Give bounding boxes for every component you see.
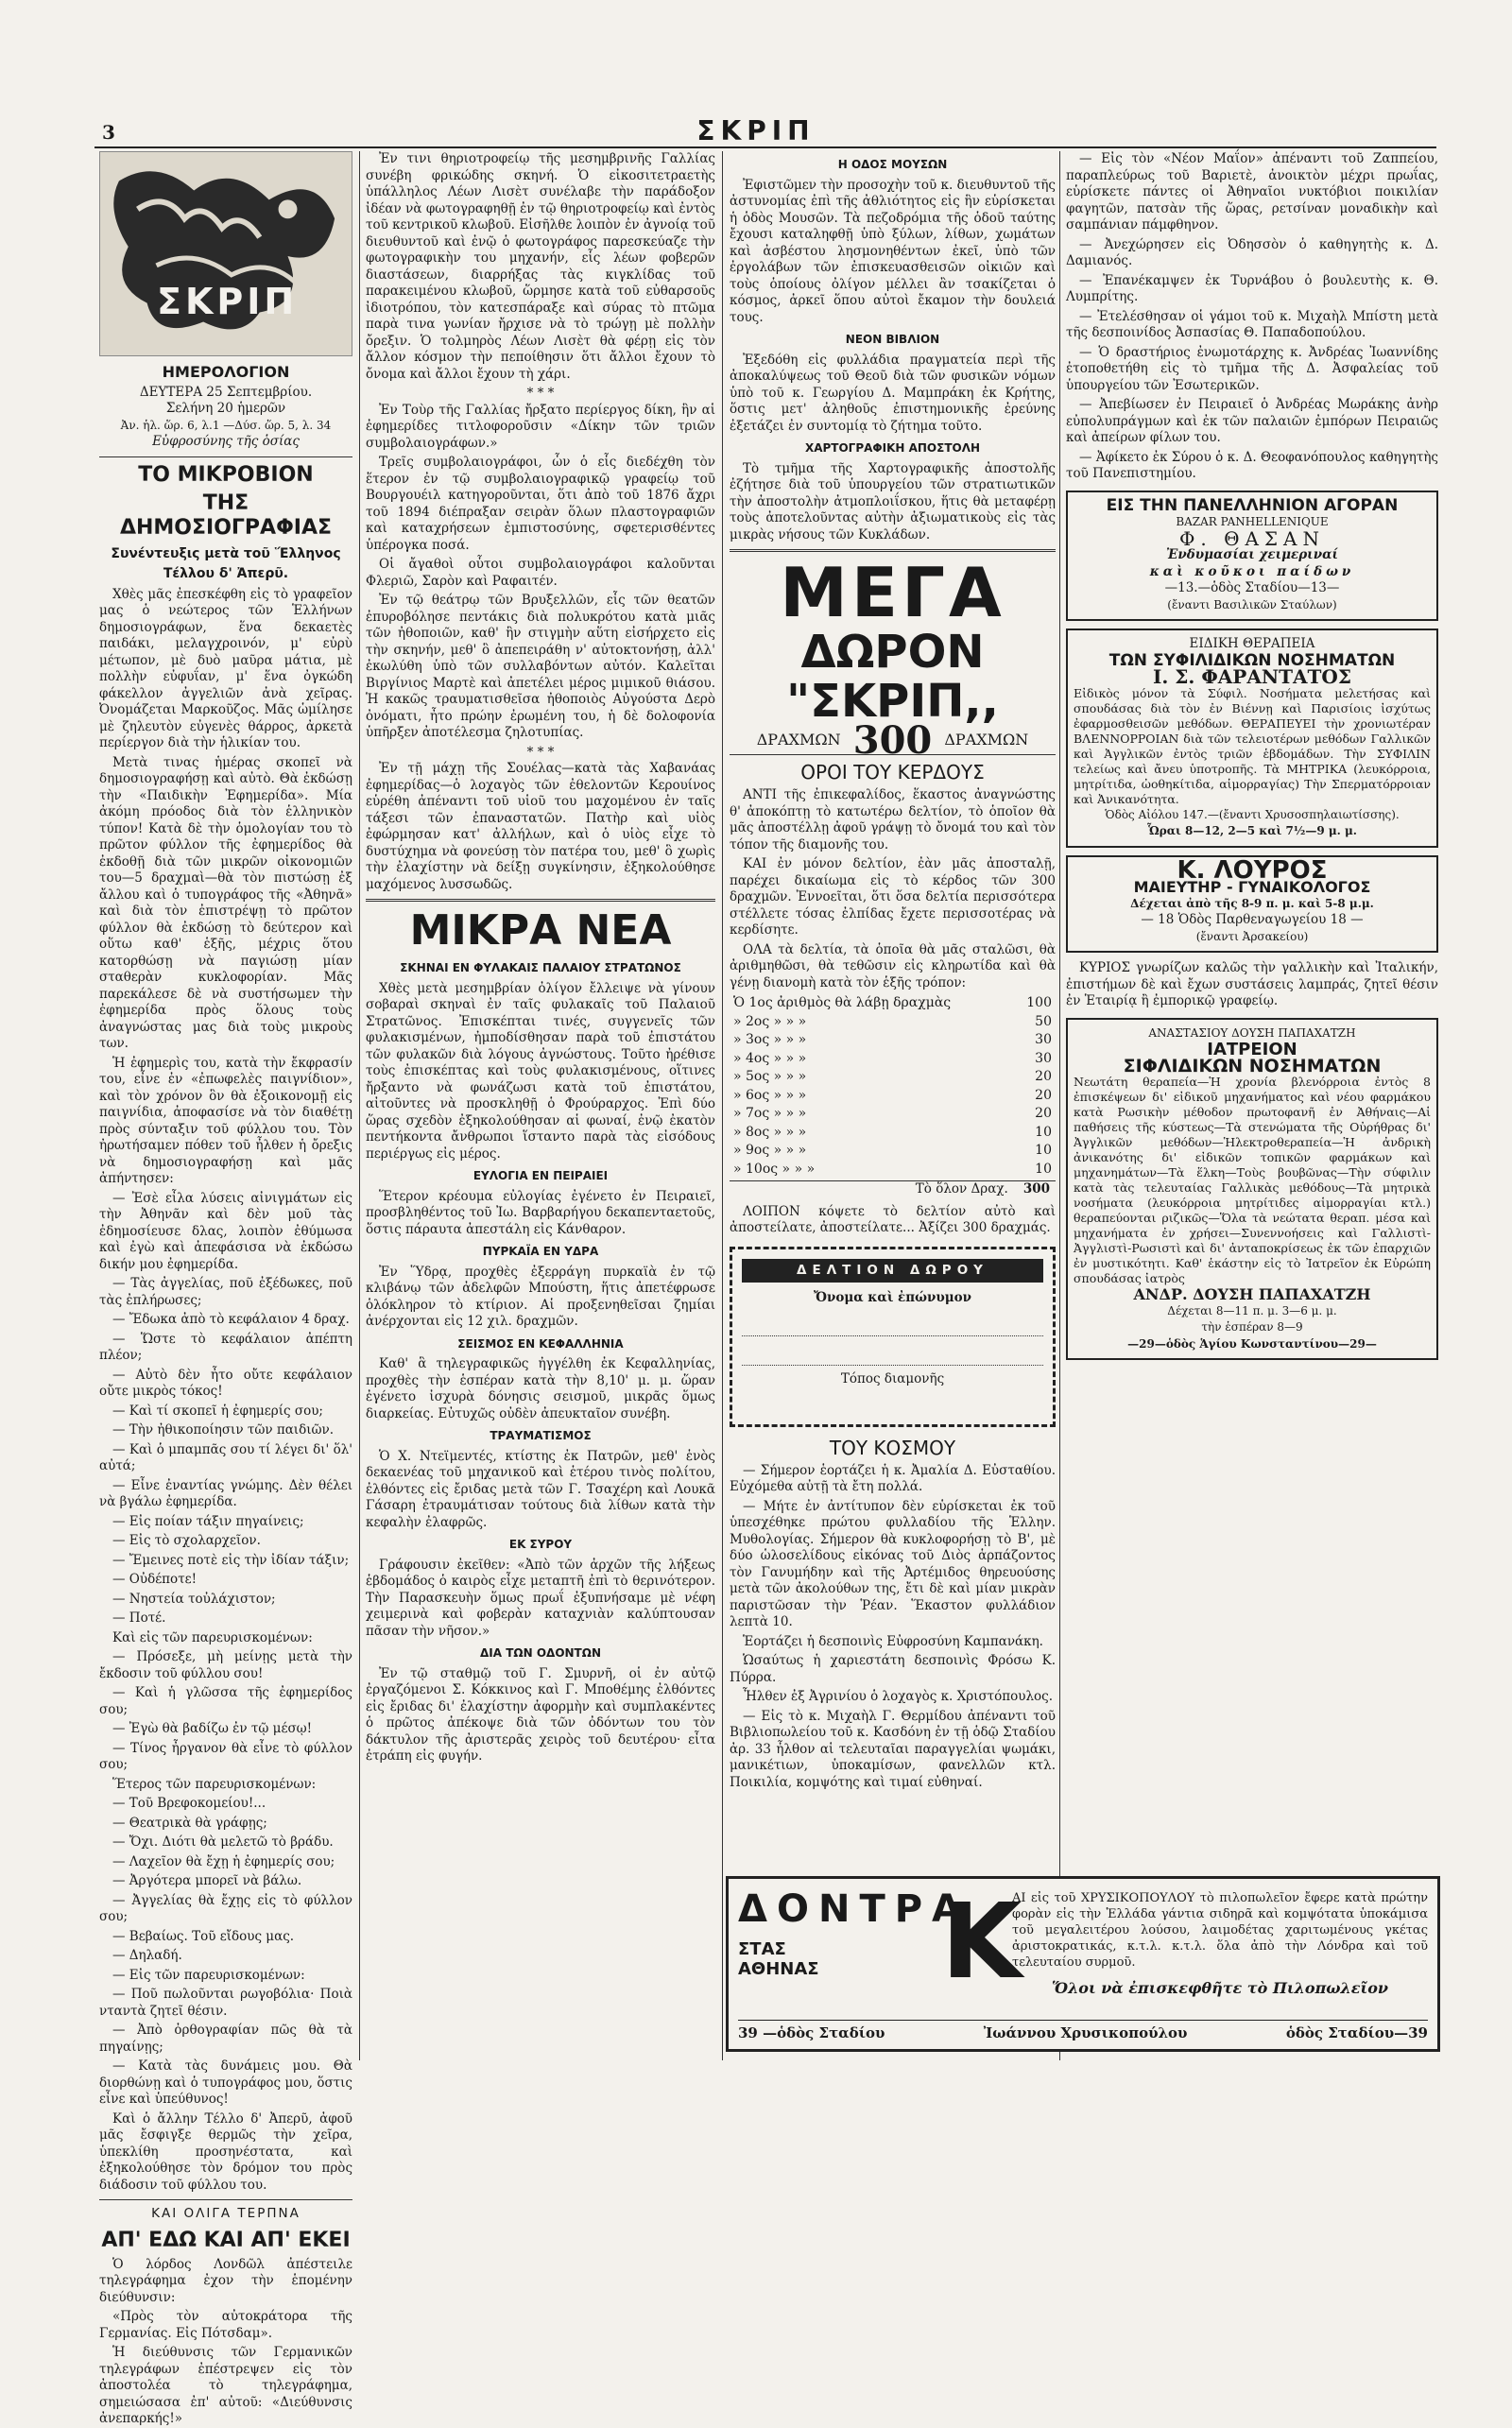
prize-value: 50 [1035,1013,1052,1029]
news-body: Ἕτερον κρέουμα εὐλογίας ἐγένετο ἐν Πειραιεῖ, προσβληθέντος τοῦ Ἰω. Βαρβαρήγου δεκαπενταετοῦς, ὅστις πάραυτα ἀπεστάλη εἰς Κάνθαρον. [366,1188,715,1237]
page-number: 3 [102,121,115,144]
ad-word: ΔΟΝΤΡΑ [738,1887,971,1931]
divider [730,549,1056,552]
logo-illustration [100,152,352,355]
section-title: ΑΠ' ΕΔΩ ΚΑΙ ΑΠ' ΕΚΕΙ [101,2228,351,2252]
dialogue-line: — Ὥστε τὸ κεφάλαιον ἀπέπτη πλέον; [99,1331,352,1363]
story-paragraph: Ἐν τῇ μάχῃ τῆς Σουέλας—κατὰ τὰς Χαβανάας ἐφημερίδας—ὁ λοχαγὸς τῶν ἐθελοντῶν Κερουίνος εὑρέθη ἀπέναντι τοῦ υἱοῦ του μαχομένου ἐν ταῖς τάξεσι τῶν ἐπαναστατῶν. Πατὴρ καὶ υἱὸς ἐφώρμησαν κατ' ἀλλήλων, καὶ ὁ υἱὸς εἶχε τὸ δυστύχημα νὰ φονεύσῃ τὸν πατέρα του, μεθ' ὃ χωρὶς τὴν ἐλαχίστην νὰ δείξῃ συγκίνησιν, ἐξηκολούθησε μαχόμενος λυσσωδῶς. [366,761,715,892]
clinic-ad [1066,1018,1438,1361]
prize-row [730,1031,1056,1050]
social-note: — Ἀπεβίωσεν ἐν Πειραιεῖ ὁ Ἀνδρέας Μωράκης ἀνὴρ εὐπολυπράγμων καὶ ἐκ τῶν παλαιῶν ἐμπόρων Πειραιῶς καὶ ἀπείρων φίλων του. [1066,397,1438,445]
prize-value: 100 [1026,995,1052,1011]
dialogue-line: — Καὶ ἡ γλῶσσα τῆς ἐφημερίδος σου; [99,1685,352,1717]
ad-hours: Ὧραι 8—12, 2—5 καὶ 7½—9 μ. μ. [1147,824,1357,837]
news-body: Καθ' ἃ τηλεγραφικῶς ἠγγέλθη ἐκ Κεφαλληνίας, προχθὲς τὴν ἑσπέραν κατὰ τὴν 8,10' μ. μ. ὥραν ἐγένετο ἰσχυρὰ δόνησις σεισμοῦ, μικρᾶς ὅμως διαρκείας. Εὐτυχῶς οὐδὲν ἀπευκταῖον συνέβη. [366,1356,715,1421]
prize-label: » 10ος » » » [733,1161,816,1177]
society-paragraph: Ἑορτάζει ἡ δεσποινὶς Εὐφροσύνη Καμπανάκη. [743,1633,1043,1649]
prize-row [730,1087,1056,1106]
dialogue-line: — Τίνος ἦργανον θὰ εἶνε τὸ φύλλον σου; [99,1740,352,1772]
column-3 [730,151,1056,2060]
news-heading: ΠΥΡΚΑΪΑ ΕΝ ΥΔΡΑ [482,1245,599,1258]
contest-amount [730,717,1056,763]
news-title: ΜΙΚΡΑ ΝΕΑ [409,906,672,955]
prize-total-row [730,1180,1056,1198]
news-heading: ΤΡΑΥΜΑΤΙΣΜΟΣ [490,1429,592,1442]
prize-value: 20 [1035,1106,1052,1122]
divider [366,899,715,902]
coupon-title: ΔΕΛΤΙΟΝ ΔΩΡΟΥ [742,1259,1043,1283]
ad-title: ΤΩΝ ΣΥΦΙΛΙΔΙΚΩΝ ΝΟΣΗΜΑΤΩΝ [1108,650,1396,670]
news-heading: ΕΥΛΟΓΙΑ ΕΝ ΠΕΙΡΑΙΕΙ [472,1169,609,1182]
social-note: — Ὁ δραστήριος ἐνωμοτάρχης κ. Ἀνδρέας Ἰωαννίδης ἐτοποθετήθη εἰς τὸ τμῆμα τῆς Δ. Ἀσφαλείας τοῦ ὑπουργείου τῶν Ἐσωτερικῶν. [1066,344,1438,393]
ad-title: ΣΙΦΛΙΔΙΚΩΝ ΝΟΣΗΜΑΤΩΝ [1123,1055,1382,1076]
prize-label: » 2ος » » » [733,1013,807,1029]
dialogue-line: — Κατὰ τὰς δυνάμεις μου. Θὰ διορθώνῃ καὶ ὁ τυπογράφος μου, ὅστις εἶνε καὶ ὑπεύθυνος! [99,2058,352,2107]
ad-name: Κ. ΛΟΥΡΟΣ [1177,855,1328,885]
dialogue-line: — Εἰς ποίαν τάξιν πηγαίνεις; [112,1513,304,1529]
society-paragraph: — Μήτε ἐν ἀντίτυπον δὲν εὑρίσκεται ἐκ τοῦ ὑπεσχέθηκε πρώτου φυλλαδίου τῆς Ἑλλην. Μυθολογίας. Σήμερον θὰ κυκλοφορήσῃ τὸ Β', μὲ δύο ὡλοσελίδους εἰκόνας τοῦ Διὸς ἁρπάζοντος τὸν Γανυμήδην καὶ τῆς Ἀρτέμιδος θηρευούσης μετὰ τῶν ἀκολούθων της, ἔτι δὲ καὶ μίαν μικρὰν παριστῶσαν τὴν Ῥέαν. Ἕκαστον φυλλάδιον λεπτὰ 10. [730,1498,1056,1630]
ad-address: Ὁδὸς Αἰόλου 147.—(ἔναντι Χρυσοσπηλαιωτίσσης). [1105,807,1400,821]
dialogue-line: — Εἶνε ἐναντίας γνώμης. Δὲν θέλει νὰ βγάλω ἐφημερίδα. [99,1477,352,1509]
article-title: ΤΟ ΜΙΚΡΟΒΙΟΝ [138,462,314,487]
dialogue-line: — Αὐτὸ δὲν ἦτο οὔτε κεφάλαιον οὔτε μικρὸς τόκος! [99,1367,352,1399]
ad-address: — 18 Ὁδὸς Παρθεναγωγείου 18 — [1141,912,1364,927]
contest-title: ΜΕΓΑ [780,553,1005,632]
prize-row [730,994,1056,1013]
society-paragraph: Ἦλθεν ἐξ Ἀγρινίου ὁ λοχαγὸς κ. Χριστόπουλος. [743,1689,1054,1705]
news-body: Ἐφιστῶμεν τὴν προσοχὴν τοῦ κ. διευθυντοῦ τῆς ἀστυνομίας ἐπὶ τῆς ἀθλιότητος εἰς ἣν εὑρίσκεται ἡ ὁδὸς Μουσῶν. Τὰ πεζοδρόμια τῆς ὁδοῦ ταύτης ἔχουσι καταληφθῇ ὑπὸ ξύλων, λίθων, χωμάτων καὶ ἀσβέστου λησμονηθέντων ἐκεῖ, ὑπὸ τῶν ἐργολάβων τῶν ἐπισκευασθεισῶν οἰκιῶν καὶ τοὺς ὁποίους ὀλίγον μέλλει ἂν τσακίζεται ὁ κόσμος, ἀρκεῖ ὅπου αὐτοὶ ἔκαμον τὴν δουλειά τους. [730,177,1056,325]
dialogue-line: — Ἀργότερα μπορεῖ νὰ βάλω. [112,1873,302,1888]
masthead: ΣΚΡΙΠ [696,115,816,146]
dialogue-line: Καὶ εἰς τῶν παρευρισκομένων: [112,1629,313,1645]
ad-footer-right: ὁδὸς Σταδίου—39 [1285,2024,1428,2041]
ad-logo-block [738,1887,971,2011]
dialogue-line: Καὶ ὁ ἄλλην Τέλλο δ' Ἀπερῦ, ἀφοῦ μᾶς ἔσφιγξε θερμῶς τὴν χεῖρα, ὑπεκλίθη προσηνέστατα, καὶ ἐξηκολούθησε τὸν δρόμον του πρὸς διάδοσιν τοῦ φύλλου του. [99,2110,352,2193]
coupon-place-label: Τόπος διαμονῆς [840,1370,945,1386]
prize-value: 30 [1035,1032,1052,1048]
ad-hours: Δέχεται ἀπὸ τῆς 8-9 π. μ. καὶ 5-8 μ.μ. [1130,896,1374,910]
ad-address: —29—ὁδὸς Ἁγίου Κωνσταντίνου—29— [1127,1336,1377,1351]
prize-label: » 5ος » » » [733,1069,807,1085]
prize-label: » 3ος » » » [733,1032,807,1048]
ad-slogan: Ὅλοι νὰ ἐπισκεφθῆτε τὸ Πιλοπωλεῖον [1052,1979,1388,1997]
prize-row [730,1068,1056,1087]
prize-row [730,1124,1056,1143]
dialogue-line: — Βεβαίως. Τοῦ εἴδους μας. [112,1928,295,1944]
ad-subtitle: ΙΑΤΡΕΙΟΝ [1207,1040,1297,1059]
dialogue-line: — Καὶ ὁ μπαμπᾶς σου τί λέγει δι' ὅλ' αὐτά; [99,1441,352,1473]
article-subtitle: Συνέντευξις μετὰ τοῦ Ἕλληνος [111,545,341,561]
terms-paragraph: ΑΝΤΙ τῆς ἐπικεφαλίδος, ἕκαστος ἀναγνώστης θ' ἀποκόπτῃ τὸ κατωτέρω δελτίον, τὸ ὁποῖον θὰ μᾶς ἀποστέλλῃ ἀφοῦ γράψῃ τὸ ὄνομά του καὶ τὸν τόπον τῆς διαμονῆς του. [730,787,1056,852]
dialogue-line: — Ἐγὼ θὰ βαδίζω ἐν τῷ μέσῳ! [112,1721,313,1736]
social-note: — Ἀνεχώρησεν εἰς Ὀδησσὸν ὁ καθηγητὴς κ. Δ. Δαμιανός. [1066,236,1438,268]
ad-hours: τὴν ἑσπέραν 8—9 [1201,1320,1303,1334]
dialogue-line: — Ποῦ πωλοῦνται ρωγοβόλια· Ποιὰ νταντὰ ζητεῖ θέσιν. [99,1987,352,2019]
dialogue-line: Ἕτερος τῶν παρευρισκομένων: [112,1776,317,1792]
story-paragraph: Τρεῖς συμβολαιογράφοι, ὧν ὁ εἷς διεδέχθη τὸν ἕτερον ἐν τῷ συμβολαιογραφικῷ γραφείῳ τοῦ Βουργουέιλ κατηγοροῦνται, ὅτι ἀπὸ τοῦ 1876 ἄχρι τοῦ 1894 διέπραξαν σειρὰν ὅλων πλαστογραφιῶν καὶ καταχρήσεων ἐμπιστοσύνης, σφετερισθέντες ὑπέρογκα ποσά. [366,455,715,553]
news-body: Χθὲς μετὰ μεσημβρίαν ὀλίγον ἔλλειψε νὰ γίνουν σοβαραὶ σκηναὶ ἐν ταῖς φυλακαῖς τοῦ Παλαιοῦ Στρατῶνος. Ἐπισκέπται τινές, συγγενεῖς τῶν φυλακισμένων, ἠμποδίσθησαν παρὰ τοῦ ἐπιστάτου τῶν φυλακῶν διὰ λόγους ἀγνώστους. Τοῦτο ἠρέθισε τοὺς ἐπισκέπτας καὶ τοὺς φυλακισμένους, οἵτινες ἤρξαντο νὰ φωνάζωσι κατὰ τοῦ ἐπιστάτου, αἰτοῦντες νὰ προσκληθῇ ὁ Φρούραρχος. Ἐπὶ δύο ὥρας σχεδὸν ἐξηκολούθησαν αἱ φωναί, ἐνῷ ἐκατὸν πεντήκοντα ἄνθρωποι ἵσταντο παρὰ τὰς εἰσόδους περιέργως εἰς μέρος. [366,980,715,1162]
terms-paragraph: ΟΛΑ τὰ δελτία, τὰ ὁποῖα θὰ μᾶς σταλῶσι, θὰ ἀριθμηθῶσι, θὰ τεθῶσιν εἰς κληρωτίδα καὶ θὰ γένῃ διανομὴ κατὰ τὸν ἑξῆς τρόπον: [730,941,1056,990]
section-paragraph: Ὁ λόρδος Λονδῶλ ἀπέστειλε τηλεγράφημα ἐχον τὴν ἑπομένην διεύθυνσιν: [99,2256,352,2305]
dialogue-line: — Ἔδωκα ἀπὸ τὸ κεφάλαιον 4 δραχ. [112,1312,350,1327]
dialogue-line: — Εἰς τῶν παρευρισκομένων: [112,1967,305,1983]
separator-stars: * * * [526,386,555,401]
dialogue-line: — Θεατρικὰ θὰ γράφῃς; [112,1815,267,1831]
story-paragraph: Ἐν Τοὺρ τῆς Γαλλίας ἤρξατο περίεργος δίκη, ἣν αἱ ἐφημερίδες τιτλοφοροῦσιν «Δίκην τῶν τριῶν συμβολαιογράφων.» [366,402,715,451]
ad-address: (ἔναντι Βασιλικῶν Σταύλων) [1167,597,1337,611]
skrip-logo [99,151,352,356]
news-heading: ΧΑΡΤΟΓΡΑΦΙΚΗ ΑΠΟΣΤΟΛΗ [804,441,981,455]
social-note: — Ἀφίκετο ἐκ Σύρου ὁ κ. Δ. Θεοφανόπουλος καθηγητὴς τοῦ Πανεπιστημίου. [1066,449,1438,481]
ad-title: ΕΙΣ ΤΗΝ ΠΑΝΕΛΛΗΝΙΟΝ ΑΓΟΡΑΝ [1106,495,1399,515]
news-heading: ΝΕΟΝ ΒΙΒΛΙΟΝ [845,333,940,346]
coupon-name-label: Ὄνομα καὶ ἐπώνυμον [814,1290,971,1306]
prize-row [730,1013,1056,1032]
column-4 [1066,151,1438,2060]
social-notes [1066,151,1438,483]
ad-word: ΣΤΑΣ [738,1939,786,1959]
amount-label: ΔΡΑΧΜΩΝ [756,731,841,749]
logo-text: ΣΚΡΙΠ [157,281,299,322]
ad-address: —13.—ὁδὸς Σταδίου—13— [1164,580,1340,595]
column-2 [366,151,715,2060]
column-rule [722,151,723,2060]
calendar-date: ΔΕΥΤΕΡΑ 25 Σεπτεμβρίου. [139,384,313,400]
dialogue-line: — Τὴν ἠθικοποίησιν τῶν παιδιῶν. [112,1422,335,1438]
prize-row [730,1142,1056,1161]
ad-footer-left: 39 —ὁδὸς Σταδίου [738,2024,885,2041]
ad-footer [738,2020,1428,2041]
calendar-moon: Σελήνη 20 ἡμερῶν [165,401,286,416]
amount-number: 300 [852,717,933,763]
ad-line: καὶ κοῦκοι παίδων [1149,563,1355,579]
divider [99,2199,352,2200]
ad-hours: Δέχεται 8—11 π. μ. 3—6 μ. μ. [1167,1303,1337,1317]
ad-body: Εἰδικὸς μόνον τὰ Σύφιλ. Νοσήματα μελετήσας καὶ σπουδάσας διὰ τὸν ἐν Βιέννῃ καὶ Παρισίοις ἰσχύτως ἐφαρμοσθεισῶν μεθόδων. ΘΕΡΑΠΕΥΕΙ τὴν χρονιωτέραν ΒΛΕΝΝΟΡΡΟΙΑΝ διὰ τῶν τελειοτέρων μεθόδων Γαλλικῶν καὶ Ἀγγλικῶν ἐντὸς τριῶν ἑβδομάδων. Τὴν ΣΥΦΙΛΙΝ τελείως καὶ ἄνευ ὑποτροπῆς. Τὰ ΜΗΤΡΙΚΑ (λευκόρροια, μητρίτιδα, ὠοθηκίτιδα, αἱμορραγίας) Τὴν Σπερματόρροιαν καὶ Ἀνικανότητα. [1074,685,1431,806]
prize-value: 10 [1035,1124,1052,1140]
calendar-title: ΗΜΕΡΟΛΟΓΙΟΝ [162,363,290,381]
story-paragraph: Ἐν τινι θηριοτροφείῳ τῆς μεσημβρινῆς Γαλλίας συνέβη φρικώδης σκηνή. Ὁ εἰκοσιτετραετὴς ὑπάλληλος Λέων Λισὲτ συνέλαβε τὴν παράδοξον ἰδέαν νὰ φωτογραφηθῇ ἐν τῷ θηριοτροφείῳ καὶ ἐντὸς τοῦ κεντρικοῦ κλωβοῦ. Εἰσῆλθε λοιπὸν ἐν ἀγνοίᾳ τοῦ διευθυντοῦ καὶ ἐνῷ ὁ φωτογράφος παρεσκεύαζε τὴν φωτογραφικὴν του μηχανήν, εἷς λέων φοβερῶν διαστάσεων, διαρρήξας τὰς κιγκλίδας τοῦ παρακειμένου κλωβοῦ, ὥρμησε κατὰ τοῦ εὐθαρσοῦς ἰδιοτρόπου, τὸν κατεσπάραξε καὶ σύρας τὸ πτῶμα παρὰ τινα γωνίαν ἤρχισε νὰ τὸ τρώγῃ μὲ πολλὴν ὄρεξιν. Ὁ τολμηρὸς Λέων Λισὲτ θὰ φέρῃ εἰς τὸν ἄλλον κόσμον τὴν πεποίθησιν ὅτι ἄλλοι ἔχουν τὸ ὄνομα καὶ ἄλλοι ἔχουν τὴ χάρι. [366,151,715,382]
separator-stars: * * * [526,744,555,760]
ad-kicker: ΕΙΔΙΚΗ ΘΕΡΑΠΕΙΑ [1189,636,1315,651]
dialogue-line: — Οὐδέποτε! [112,1572,198,1587]
prize-label: » 4ος » » » [733,1050,807,1066]
dialogue-line: — Ὄχι. Διότι θὰ μελετῶ τὸ βράδυ. [112,1834,334,1850]
article-title-2: ΤΗΣ ΔΗΜΟΣΙΟΓΡΑΦΙΑΣ [119,491,333,540]
prize-label: Ὁ 1ος ἀριθμὸς θὰ λάβῃ δραχμὰς [733,995,952,1011]
prize-label: » 6ος » » » [733,1087,807,1103]
prize-label: » 9ος » » » [733,1143,807,1159]
prize-label: » 8ος » » » [733,1124,807,1140]
society-paragraph: — Εἰς τὸ κ. Μιχαὴλ Γ. Θερμίδου ἀπέναντι τοῦ Βιβλιοπωλείου τοῦ κ. Κασδόνη ἐν τῇ ὁδῷ Σταδίου ἀρ. 33 ἦλθον αἱ τελευταῖαι παραγγελίαι ψωμάκι, μανικέτιων, ὑποκαμίσων, φανελλῶν κτλ. Ποικιλία, κομψότης καὶ τιμαί εὐθηναί. [730,1708,1056,1790]
dialogue-line: — Λαχεῖον θὰ ἔχῃ ἡ ἐφημερίς σου; [112,1853,335,1869]
ad-name: ΑΝΔΡ. ΔΟΥΣΗ ΠΑΠΑΧΑΤΖΗ [1133,1285,1371,1303]
dialogue-line: — Καὶ τί σκοπεῖ ἡ ἐφημερίς σου; [112,1403,323,1419]
bazar-ad [1066,491,1438,622]
prize-total-label: Τὸ ὅλον Δραχ. [915,1181,1008,1197]
story-paragraph: Οἱ ἄγαθοὶ οὗτοι συμβολαιογράφοι καλοῦνται Φλεριῶ, Σαρὸν καὶ Ραφαιτέν. [366,557,715,589]
society-paragraph: Ὡσαύτως ἡ χαριεστάτη δεσποινὶς Φρόσω Κ. Πύρρα. [730,1653,1056,1685]
social-note: — Ἐτελέσθησαν οἱ γάμοι τοῦ κ. Μιχαὴλ Μπίστη μετὰ τῆς δεσποινίδος Ἀσπασίας Θ. Παπαδοπούλου. [1066,308,1438,340]
news-heading: ΔΙΑ ΤΩΝ ΟΔΟΝΤΩΝ [480,1646,601,1660]
ad-body [1012,1890,1428,1996]
dialogue-line: — Τοῦ Βρεφοκομείου!... [112,1796,266,1811]
prize-table [730,994,1056,1179]
prize-row [730,1050,1056,1069]
amount-label: ΔΡΑΧΜΩΝ [944,731,1029,749]
ad-initial: Κ [941,1881,1022,2002]
article-subtitle-2: Τέλλου δ' Ἀπερῦ. [163,566,289,581]
story-paragraph: Ἐν τῷ θεάτρῳ τῶν Βρυξελλῶν, εἷς τῶν θεατῶν ἐπυροβόλησε πεντάκις διὰ πολυκρότου κατὰ μιᾶς τῶν ἠθοποιῶν, καθ' ἣν στιγμὴν αὕτη εἰσήρχετο εἰς τὴν σκηνήν, μεθ' ὃ ἀπεπειράθη ν' αὐτοκτονήσῃ, ἀλλ' ἐκωλύθη ὑπὸ τῶν συλλαβόντων αὐτόν. Καλεῖται Βιργίνιος Μαρτὲ καὶ ἀπετέλει μέρος μιμικοῦ θιάσου. Ἡ κακῶς τραυματισθεῖσα ἠθοποιὸς Αὐγούστα Δερὸ ὀνόματι, ἦτο πρώην ἐρωμένη του, ἡ δὲ δολοφονία ὑπῆρξεν ἀποτέλεσμα ζηλοτυπίας. [366,593,715,740]
syphilis-clinic-ad [1066,629,1438,848]
news-body: Ὁ Χ. Ντεϊμεντές, κτίστης ἐκ Πατρῶν, μεθ' ἑνὸς δεκαενέας τοῦ μηχανικοῦ καὶ ἑτέρου τινὸς πολίτου, ἐλθόντες εἰς ἔριδας μετὰ τῶν Γ. Τσαχέρη καὶ Λουκᾶ Γάσαρη ἐτραυμάτισαν τούτους διὰ λίθων κατὰ τὴν κεφαλὴν ἐλαφρῶς. [366,1448,715,1530]
prize-total-value: 300 [1022,1181,1050,1197]
gift-coupon[interactable] [730,1247,1056,1427]
terms-paragraph: ΛΟΙΠΟΝ κόψετε τὸ δελτίον αὐτὸ καὶ ἀποστείλατε, ἀποστείλατε... Ἀξίζει 300 δραχμάς. [730,1203,1056,1236]
terms-heading: ΟΡΟΙ ΤΟΥ ΚΕΡΔΟΥΣ [800,761,985,784]
article-paragraph: Χθὲς μᾶς ἐπεσκέφθη εἰς τὸ γραφεῖον μας ὁ νεώτερος τῶν Ἑλλήνων δημοσιογράφων, ἕνα δεκαετὲς παιδάκι, μελαγχροινόν, μ' εὐρὺ μέτωπον, μὲ δυὸ μαῦρα μάτια, μὲ πολλὴν εὐφυΐαν, μ' ἕνα ὀγκώδη φάκελλον ἀγγελιῶν ἀνὰ χεῖρας. Ὀνομάζεται Μαρκοῦζος. Μᾶς ὡμίλησε μὲ ζηλευτὸν εὐγενὲς θάρρος, ἀρκετὰ περίεργον διὰ τὴν ἡλικίαν του. [99,586,352,750]
divider [99,456,352,457]
news-heading: Η ΟΔΟΣ ΜΟΥΣΩΝ [837,158,948,171]
news-body: Ἐν Ὕδρᾳ, προχθὲς ἐξερράγη πυρκαϊὰ ἐν τῷ κλιβάνῳ τῶν ἀδελφῶν Μπούστη, ἥτις ἀπετέφρωσε ὁλόκληρον τὸ κτίριον. Αἱ προξενηθεῖσαι ζημίαι ἀνέρχονται εἰς 12 χιλ. δραχμῶν. [366,1264,715,1329]
prize-value: 20 [1035,1087,1052,1103]
ad-title: ΜΑΙΕΥΤΗΡ - ΓΥΝΑΙΚΟΛΟΓΟΣ [1133,878,1371,896]
dialogue-line: — Ἐσὲ εἶλα λύσεις αἰνιγμάτων εἰς τὴν Ἀθηνᾶν καὶ δὲν μοῦ τὰς ἐδημοσίευσε δλας, λοιπὸν ἐθύμωσα καὶ ἐγὼ καὶ ἀπεφάσισα νὰ ἐκδώσω δικήν μου ἐφημερίδα. [99,1190,352,1272]
dialogue-line: — Πρόσεξε, μὴ μείνῃς μετὰ τὴν ἔκδοσιν τοῦ φύλλου σου! [99,1649,352,1681]
article-paragraph: Μετὰ τινας ἡμέρας σκοπεῖ νὰ δημοσιογραφήσῃ καὶ αὐτὸ. Θὰ ἐκδώσῃ τὴν «Παιδικὴν Ἐφημερίδα». Μία ἀκόμη πρόοδος διὰ τὸν ἑλληνικὸν τύπον! Κατὰ δὲ τὴν ὁμολογίαν του τὸ πρῶτον φύλλον τῆς ἐφημερίδος θὰ ἐκδοθῇ διὰ τῶν μικρῶν οἰκονομιῶν του—5 δραχμαὶ—θὰ τὸν πιστώσῃ ἐξ ἄλλου καὶ ὁ τυπογράφος τῆς «Ἀθηνᾶ» καὶ διὰ τὸν ἐπιστρέψῃ τὸ πρῶτον φύλλον θὰ ἐκδώσῃ τὸ δεύτερον καὶ οὕτω καθ' ἑξῆς, μέχρις ὅτου κατορθώσῃ νὰ παγιώσῃ μίαν σταθερὰν κυκλοφορίαν. Μᾶς παρεκάλεσε δὲ νὰ συστήσωμεν τὴν ἐφημερίδα πρὸς ὅλους τοὺς ἀναγνώστας μας διὰ τοὺς μικροὺς των. [99,754,352,1051]
news-body: Ἐν τῷ σταθμῷ τοῦ Γ. Σμυρνῆ, οἱ ἐν αὐτῷ ἐργαζόμενοι Σ. Κόκκινος καὶ Γ. Μποθέμης ἐλθόντες εἰς ἔριδας δι' ἐλαχίστην ἀφορμὴν καὶ συμπλακέντες ὁ πρῶτος ἀπέκοψε διὰ τῶν ὀδόντων του τὸν δάκτυλον τῆς ἀριστερᾶς χειρὸς τοῦ δευτέρου· εἶτα ἐτράπη εἰς φυγήν. [366,1665,715,1764]
prize-row [730,1161,1056,1180]
news-body: Γράφουσιν ἐκεῖθεν: «Ἀπὸ τῶν ἀρχῶν τῆς λήξεως ἑβδομάδος ὁ καιρὸς εἶχε μεταπτῆ ἐπὶ τὸ θερινότερον. Τὴν Παρασκευὴν ὅμως πρωΐ ἐξυπνήσαμε μὲ νέφη χειμερινὰ καὶ φοβερὰν καταχνιὰν καλύπτουσαν πᾶσαν τὴν νῆσον.» [366,1557,715,1639]
news-heading: ΣΚΗΝΑΙ ΕΝ ΦΥΛΑΚΑΙΣ ΠΑΛΑΙΟΥ ΣΤΡΑΤΩΝΟΣ [400,961,681,974]
prize-value: 30 [1035,1050,1052,1066]
dialogue-line: — Εἰς τὸ σχολαρχεῖον. [112,1533,261,1548]
society-paragraph: — Σήμερον ἑορτάζει ἡ κ. Ἀμαλία Δ. Εὐσταθίου. Εὐχόμεθα αὐτῇ τὰ ἔτη πολλά. [730,1462,1056,1495]
section-paragraph: «Πρὸς τὸν αὐτοκράτορα τῆς Γερμανίας. Εἰς Πότσδαμ». [99,2309,352,2341]
coupon-line[interactable] [742,1336,1043,1366]
ad-name: Ι. Σ. ΦΑΡΑΝΤΑΤΟΣ [1153,665,1351,688]
terms-paragraph: ΚΑΙ ἐν μόνον δελτίον, ἐὰν μᾶς ἀποσταλῇ, παρέχει δικαίωμα εἰς τὸ κέρδος τῶν 300 δραχμῶν. Ἐννοεῖται, ὅτι ὅσα δελτία περισσότερα στέλλετε τόσας ἐλπίδας ἔχετε περισσοτέρας νὰ κερδίσητε. [730,856,1056,938]
hat-shop-ad [726,1876,1440,2052]
dialogue-line: — Ἀγγελίας θὰ ἔχῃς εἰς τὸ φύλλον σου; [99,1892,352,1924]
news-heading: ΣΕΙΣΜΟΣ ΕΝ ΚΕΦΑΛΛΗΝΙΑ [457,1336,624,1351]
interview-dialogue [99,1191,352,2195]
ad-body-text: ΑΙ εἰς τοῦ ΧΡΥΣΙΚΟΠΟΥΛΟΥ τὸ πιλοπωλεῖον ἔφερε κατὰ πρώτην φορὰν εἰς τὴν Ἑλλάδα γάντια σιδηρᾶ καὶ κομψότατα ὑποκάμισα τοῦ μεγαλειτέρου λούσου, λαιμοδέτας χαριτωμένους γκέτας ἀριστοκρατικάς, κ.τ.λ. κ.τ.λ. ὅλα ἀπὸ τὴν Λόνδρα καὶ τοῦ τελευταίου συρμοῦ. [1012,1891,1428,1970]
article-paragraph: Ἡ ἐφημερὶς του, κατὰ τὴν ἔκφρασίν του, εἶνε ἐν «ἐπωφελὲς παιγνίδιον», καὶ τὸν χρόνον ὃν θὰ ἐξοικονομῇ εἰς παιγνίδια, ἀποφασίσε νὰ τὸν διαθέτῃ πρὸς σύνταξιν τοῦ φύλλου του. Τὸν ἠρωτήσαμεν πόθεν τοῦ ἦλθεν ἡ ὄρεξις νὰ δημοσιογραφήσῃ καὶ μᾶς ἀπήντησεν: [99,1055,352,1186]
prize-label: » 7ος » » » [733,1106,807,1122]
header-rule [94,146,1436,148]
news-body: Τὸ τμῆμα τῆς Χαρτογραφικῆς ἀποστολῆς ἐζήτησε διὰ τοῦ ὑπουργείου τῶν στρατιωτικῶν τὴν ἀποστολὴν ἀτμοπλοιΐσκου, ἥτις θὰ μεταφέρῃ τοὺς ἀποτελοῦντας αὐτὴν ἀξιωματικοὺς εἰς τὰς μικρὰς νήσους τῶν Κυκλάδων. [730,460,1056,542]
column-1 [99,151,352,2426]
ad-word: ΑΘΗΝΑΣ [738,1959,819,1979]
calendar-saint: Εὐφροσύνης τῆς ὁσίας [152,434,300,449]
ad-name: Φ. ΘΑΣΑΝ [1178,526,1326,550]
social-note: — Ἐπανέκαμψεν ἐκ Τυρνάβου ὁ βουλευτὴς κ. Θ. Λυμπρίτης. [1066,272,1438,304]
column-rule [359,151,360,2060]
section-paragraph: Ἡ διεύθυνσις τῶν Γερμανικῶν τηλεγράφων ἐπέστρεψεν εἰς τὸν ἀποστολέα τὸ τηλεγράφημα, σημειώσασα ἐπ' αὐτοῦ: «Διεύθυνσις ἀνεπαρκής!» [99,2345,352,2426]
gynecologist-ad [1066,855,1438,954]
contest-subtitle: ΔΩΡΟΝ "ΣΚΡΙΠ,, [786,626,999,728]
prize-row [730,1105,1056,1124]
ad-line: Ἐνδυμασίαι χειμεριναί [1165,547,1338,562]
classified-ad: ΚΥΡΙΟΣ γνωρίζων καλῶς τὴν γαλλικὴν καὶ Ἰταλικήν, ἐπιστήμων δὲ καὶ ἔχων συστάσεις λαμπράς, ζητεῖ θέσιν ἐν Ἑταιρίᾳ ἢ ἐμπορικῷ γραφείῳ. [1066,960,1438,1008]
ad-kicker: ΑΝΑΣΤΑΣΙΟΥ ΔΟΥΣΗ ΠΑΠΑΧΑΤΖΗ [1148,1025,1356,1040]
prize-value: 20 [1035,1069,1052,1085]
ad-body: Νεωτάτη θεραπεία—Ἡ χρονία βλενόρροια ἐντὸς 8 ἐπισκέψεων δι' εἰδικοῦ μηχανήματος καὶ νέου φαρμάκου κατὰ Ρωσικὴν μέθοδον πρωτοφανῆ ἐν Ἀθήναις—Αἱ παθήσεις τῆς κύστεως—Τὰ στενώματα τῆς Οὐρήθρας δι' Ἀγγλικῶν μεθόδων—Ἡλεκτροθεραπεία—Ἡ ἀνδρικὴ ἀνικανότης δι' εἰδικῶν τοπικῶν φαρμάκων καὶ μηχανημάτων—Τὰ ἕλκη—Τοὺς βουβῶνας—Τὴν σύφιλιν κατὰ τὰς τελευταίας Γαλλικὰς μεθόδους—Τὰ μητρικὰ νοσήματα (λευκόρροια μητρίτιδες αἱμορραγίαι κτλ.) θεραπεύονται ριζικῶς—Ὅλα τὰ νεώτατα θεραπ. μέσα καὶ μηχανήματα ἐν χρήσει—Συνεννοήσεις καὶ Γαλλιστὶ-Ἀγγλιστὶ-Ρωσιστὶ καὶ δι' ἀνταποκρίσεως ἐκ τῶν ἐπαρχιῶν ἐν μυστικότητι. Καθ' ἑκάστην εἰς τὸ Ἰατρεῖον ἐκ Εὐρώπη σπουδάσας ἰατρὸς [1074,1075,1431,1285]
section-kicker: ΚΑΙ ΟΛΙΓΑ ΤΕΡΠΝΑ [151,2206,301,2221]
ad-address: (ἔναντι Ἀρσακείου) [1195,929,1309,943]
prize-value: 10 [1035,1161,1052,1177]
ad-subtitle: BAZAR PANHELLENIQUE [1176,515,1329,528]
coupon-name-field[interactable] [742,1307,1043,1336]
dialogue-line: — Νηστεία τοὐλάχιστον; [112,1591,276,1607]
prize-value: 10 [1035,1143,1052,1159]
news-body: Ἐξεδόθη εἰς φυλλάδια πραγματεία περὶ τῆς ἀποκαλύψεως τοῦ Θεοῦ διὰ τῶν φυσικῶν νόμων ὑπὸ τοῦ κ. Γεωργίου Δ. Μαμπράκη ἐκ Κρήτης, ὅστις μετ' ἀληθοῦς ἐπιστημονικῆς ἐρεύνης ἐξετάζει ἐν συντομίᾳ τὸ ζήτημα τοῦτο. [730,352,1056,434]
dialogue-line: — Ἔμεινες ποτὲ εἰς τὴν ἰδίαν τάξιν; [112,1552,350,1568]
dialogue-line: — Τὰς ἀγγελίας, ποῦ ἐξέδωκες, ποῦ τὰς ἐπλήρωσες; [99,1276,352,1308]
calendar-sun: Ἀν. ἡλ. ὥρ. 6, λ.1 —Δύσ. ὥρ. 5, λ. 34 [120,418,332,432]
society-heading: ΤΟΥ ΚΟΣΜΟΥ [829,1436,956,1459]
ad-footer-mid: Ἰωάννου Χρυσικοπούλου [983,2024,1188,2041]
dialogue-line: — Δηλαδή. [112,1948,182,1963]
dialogue-line: — Ἀπὸ ὀρθογραφίαν πῶς θὰ τὰ πηγαίνῃς; [99,2023,352,2055]
dialogue-line: — Ποτέ. [112,1610,166,1626]
column-rule [1059,151,1060,2060]
news-heading: ΕΚ ΣΥΡΟΥ [508,1538,573,1551]
social-note: — Εἰς τὸν «Νέον Μαΐον» ἀπέναντι τοῦ Ζαππείου, παραπλεύρως τοῦ Βαριετὲ, ἀνοικτὸν μέχρι πρωΐας, εὑρίσκετε πάντες οἱ Ἀθηναῖοι νυκτόβιοι ποικιλίαν φαγητῶν, πατσὰν τῆς ὥρας, ρετσίναν μοναδικὴν καὶ σαμπάνιαν πάμφθηνον. [1066,151,1438,232]
